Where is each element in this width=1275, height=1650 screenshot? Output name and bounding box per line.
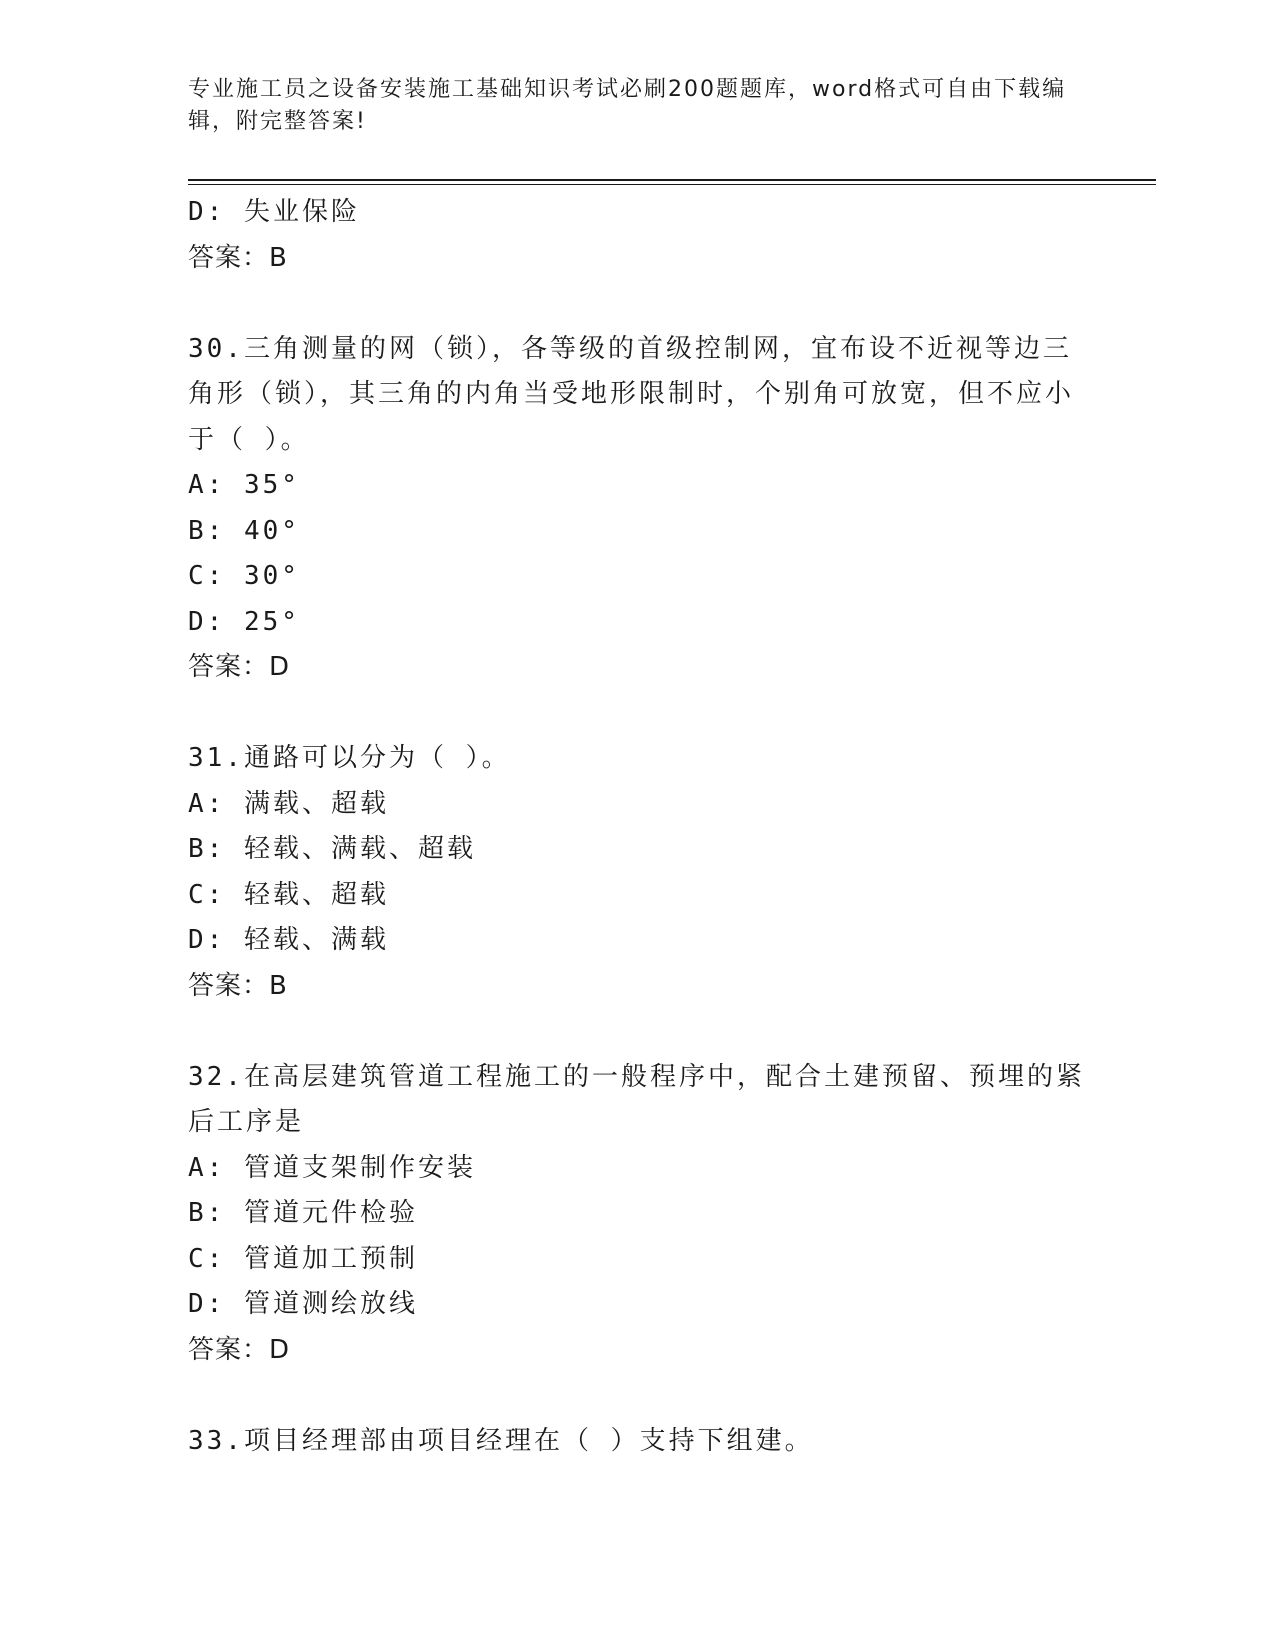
answer-value: D: [269, 652, 291, 682]
question-30: [188, 327, 1088, 691]
option-c: C: 轻载、超载: [188, 879, 389, 910]
question-33: [188, 1419, 1088, 1465]
previous-answer: [188, 236, 1088, 282]
question-31: [188, 736, 1088, 1009]
answer-value: B: [269, 970, 288, 1001]
option-d: D: 25°: [188, 606, 300, 637]
question-stem: 32.在高层建筑管道工程施工的一般程序中，配合土建预留、预埋的紧后工序是: [188, 1061, 1085, 1137]
option-c: C: 30°: [188, 561, 300, 591]
question-stem: 30.三角测量的网（锁），各等级的首级控制网，宜布设不近视等边三角形（锁），其三角的内角当受地形限制时，个别角可放宽，但不应小于（ ）。: [188, 333, 1075, 455]
answer-label: 答案：: [188, 652, 270, 682]
option-a: A: 管道支架制作安装: [188, 1152, 476, 1183]
option-a: A: 满载、超载: [188, 788, 389, 819]
answer-value: B: [269, 242, 288, 273]
option-d: D: 轻载、满载: [188, 925, 389, 955]
previous-option-d: D: 失业保险: [188, 197, 360, 227]
question-stem: 31.通路可以分为（ ）。: [188, 743, 511, 773]
answer-label: 答案：: [188, 242, 270, 273]
option-c: C: 管道加工预制: [188, 1243, 418, 1274]
answer-label: 答案：: [188, 970, 270, 1001]
answer-value: D: [269, 1334, 291, 1365]
option-b: B: 40°: [188, 515, 300, 546]
header-rule-thin: [188, 184, 1156, 185]
header-rule-thick: [188, 179, 1156, 181]
option-a: A: 35°: [188, 470, 300, 500]
answer: [188, 645, 1088, 691]
answer: [188, 964, 1088, 1010]
question-stem: 33.项目经理部由项目经理在（ ）支持下组建。: [188, 1425, 814, 1456]
document-header: 专业施工员之设备安装施工基础知识考试必刷200题题库，word格式可自由下载编辑，附完整答案!: [188, 77, 1067, 134]
option-b: B: 管道元件检验: [188, 1198, 418, 1228]
answer: [188, 1328, 1088, 1374]
question-32: [188, 1055, 1088, 1374]
option-b: B: 轻载、满载、超载: [188, 834, 476, 864]
answer-label: 答案：: [188, 1334, 270, 1365]
option-d: D: 管道测绘放线: [188, 1289, 418, 1319]
document-body: [188, 190, 1088, 1464]
